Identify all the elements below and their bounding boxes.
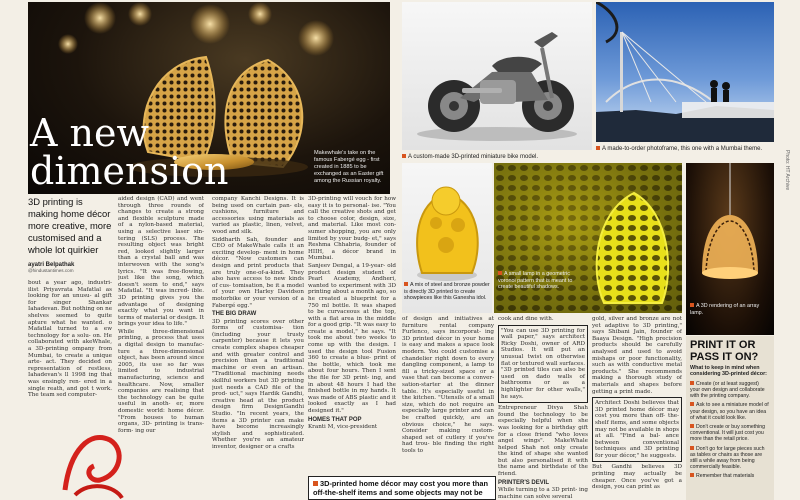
bike-caption: A custom-made 3D-printed miniature bike model.	[402, 154, 592, 162]
ganesha-photo	[402, 163, 492, 313]
sidebar-title: PRINT IT OR PASS IT ON?	[690, 339, 759, 363]
column-1: bout a year ago, industri- ilist Priyavrata Mafatlal as looking for an unusu- al gift for singer Shankar Iahadevan. But nothing on ne shelves seemed to quite apture what he wanted. o Mafatlal turned to a ew technology for a solu- on. He collaborated with akeWhale, a 3D-printing ompany from Mumbai, to create a unique arte- act. They decided on representation of restless, Iahadevan's ll 1998 ing that was ensingly ren- ered in a single reath, and got t work. The team sed computer-	[28, 280, 112, 399]
voronoi-caption: A small lamp in a geometric voronoi pattern that is meant to create beautiful shadows.	[498, 271, 573, 291]
sidebar-box	[686, 336, 774, 500]
standfirst: 3D printing is making home décor more creative, more customised and a whole lot quirkier	[28, 196, 112, 255]
array-lamp-caption: A 3D rendering of an array lamp.	[690, 303, 760, 316]
ganesha-caption: A mix of steel and bronze powder is directly 3D printed to create showpieces like this Ganesha idol.	[404, 282, 490, 302]
headline-line2: dimension	[30, 149, 229, 193]
headline	[30, 111, 229, 193]
egg-photo	[28, 2, 390, 194]
sidebar-tip: Remember that materials	[690, 473, 770, 479]
sidebar-tip: Don't create or buy something conventional. It will just cost you more than the retail price.	[690, 424, 766, 443]
frame-photo	[596, 2, 774, 142]
sidebar-tip: Create (or at least suggest) your own design and collaborate with the printing company.	[690, 380, 765, 400]
banner-pullquote: 3D-printed home décor may cost you more than off-the-shelf items and some objects may not be	[308, 476, 496, 500]
heading-big-draw: THE BIG DRAW	[212, 311, 257, 318]
frame-caption: A made-to-order photoframe, this one with a Mumbai theme.	[596, 146, 776, 154]
byline-name: ayatri Belpathak	[28, 262, 75, 268]
photo-credit: Photo: HT Archive	[784, 150, 790, 191]
column-4: 3D-printing will vouch for how easy it is to personal- ise. "You call the creative shots and get to choose color, design, size, and material. Like most con- sumer shopping, you are only limited by your budg- et," says Reshma Chhabria, founder of HIIH, a décor brand in Mumbai. Sanjeev Dengal, a 19-year- old product design student of Pearl Academy, Andheri, wanted to experiment with 3D printing about a month ago, so he created a blueprint for a 750 ml bottle. It was shaped to be curvaceous at the top, with a flat area in the middle for a good grip. "It was easy to create a model," he says. "It took me about two weeks to come up with the design. I used the design tool Fusion 360 to create a blue- print of the bottle, which took me about four hours. Then I sent the file for 3D print- ing, and in about 48 hours I had the finished bottle in my hands. It was made of ABS plastic and it looked exactly as I had designed it." HOMES THAT POP Kranti M, vice-president	[308, 196, 396, 431]
pullquote-wallpaper: "You can use 3D printing for wall paper," says architect Ricky Doshi, owner of ARD Studios. It will put an unusual twist on otherwise flat or textured wall surfaces. "3D printed tiles can also be used on dado walls of bathrooms or as a highlighter for other walls," he says.	[498, 325, 588, 404]
sidebar-tip: Don't go for large pieces such as tables or chairs as those are still a while away from being commercially feasible.	[690, 445, 765, 471]
mumbai-photoframe-illustration	[596, 2, 774, 142]
column-5: of design and initiatives at furniture rental company Furlenco, says incorporat- ing 3D printed décor in your home is easy and makes a space look modern. You could customise a chandelier right down to every dangling component, a lamp to fill a tricky-sized space or a vase that can become a conver- sation-starter at the dinner table. It's especially useful in the kitchen. "Utensils of a small size, which do not require an especially large printer and can be crafted quickly, are an obvious choice," he says. Consider making custom-shaped set of cutlery if you've had trou- ble finding the right tools to	[402, 316, 494, 454]
column-3: company Kanchi Designs. It is being used on curtain pan- els, cushions, furniture and accessories using materials as varied as plastic, linen, velvet, wood and silk. Siddharth Sah, founder and CEO of MakeWhale calls it an exciting develop- ment in home décor. "Now customers can design and print products that are truly one-of-a-kind. They also have access to new kinds of cus- tomisation, be it a model of your own Harley Davidson motorbike or your version of a Fabergé egg." THE BIG DRAW 3D printing scores over other forms of customisa- tion (including your trusty carpenter) because it lets you create complex shapes cheaper and with greater control and precision than a traditional machine or even an artisan. "Traditional machining needs skillful workers but 3D printing just needs a CAD file of the prod- uct," says Hardik Gandhi, creative head at the product design firm DesignGandhi Studio. "In recent years, the items a 3D printer can make have become increasingly stylish and sophisticated. Whether you're an amateur inventor, designer or a crafts	[212, 196, 304, 450]
array-lamp-photo	[686, 163, 774, 335]
byline-email: @hindustantimes.com	[28, 268, 74, 273]
column-7: gold, silver and bronze are not yet adaptive to 3D printing," says Shibani Jain, founder of Baaya Design. "High precision products should be carefully analysed and used to avoid mishaps or poor functionality, such as with conductive metal products." She recommends making a thorough study of materials and shapes before getting a print made. Architect Doshi believes that 3D printed home décor may cost you more than off- the-shelf items, and some objects may not be available in shops at all. "Find a bal- ance between conventional techniques and 3D printing for your décor," he suggests. But Gandhi believes 3D printing may actually be cheaper. Once you've got a design, you can print as	[592, 316, 682, 491]
egg-caption: Makewhale's take on the famous Fabergé egg - first created in 1885 to be exchanged as an Easter gift among the Russian royalty.	[314, 150, 384, 184]
sidebar-tip: Ask to see a miniature model of your design, so you have an idea of what it could look like.	[690, 402, 769, 421]
heading-homes-pop: HOMES THAT POP	[308, 416, 362, 423]
column-6: cook and dine with. "You can use 3D printing for wall paper," says architect Ricky Doshi, owner of ARD Studios. It will put an unusual twist on otherwise flat or textured wall surfaces. "3D printed tiles can also be used on dado walls of bathrooms or as a highlighter for other walls," he says. Entrepreneur Divya Shah found the technology to be especially helpful when she was looking for a birthday gift for a close friend "who loves angel wings". MakeWhale helped Shah not only create the kind of shape she wanted but also personalised it with the name and birthdate of the friend. PRINTER'S DEVIL While turning to a 3D print- ing machine can solve several	[498, 316, 588, 500]
voronoi-lamp-photo	[494, 163, 682, 313]
sidebar-subtitle: What to keep in mind when considering 3D-printed décor:	[690, 365, 767, 378]
pullquote-doshi: Architect Doshi believes that 3D printed home décor may cost you more than off- the-shelf items, and some objects may not be available in shops at all. "Find a bal- ance between conventional techniques and 3D printing for your décor," he suggests.	[592, 397, 682, 462]
byline	[28, 262, 114, 273]
motorbike-model-illustration	[402, 2, 592, 150]
gold-ganesha-illustration	[402, 163, 492, 287]
bike-photo	[402, 2, 592, 150]
headline-line1: A new	[30, 111, 150, 155]
heading-printers-devil: PRINTER'S DEVIL	[498, 479, 550, 486]
column-2: aided design (CAD) and went through three rounds of changes to create a strong and flexible sculpture made of a nylon-based material, using a selective laser sin- tering (SLS) process. The resulting object was bright red, looked slightly larger than a crystal ball and was interwoven with the song's lyrics. "It was free-flowing, just like the song, which doesn't seem to end," says Mafatlal. "It was incred- ible. 3D printing gives you the advantage of designing exactly what you want in terms of material or design. It brings your idea to life." While three-dimensional printing, a process that uses a digital design to manufac- ture a three-dimensional object, has been around since 2005, its use so far was limited to industrial manufacturing, science and healthcare. Now, smaller companies are realising that the technology can be quite useful in anoth- er, more domestic world: home décor. "From houses to human organs, 3D- printing is trans- form- ing our	[118, 196, 204, 434]
